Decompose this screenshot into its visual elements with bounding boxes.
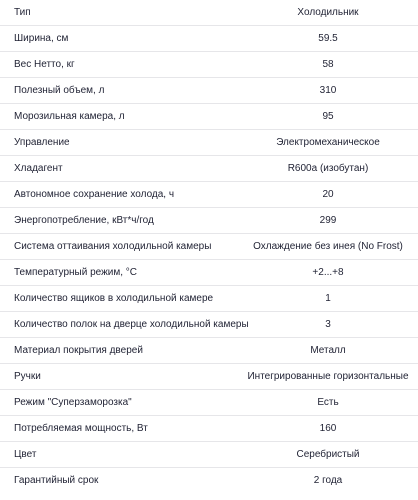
spec-value: 3 xyxy=(325,319,331,330)
spec-value: +2...+8 xyxy=(312,267,344,278)
spec-label: Количество ящиков в холодильной камере xyxy=(14,293,214,304)
spec-label: Потребляемая мощность, Вт xyxy=(14,423,148,434)
spec-label: Автономное сохранение холода, ч xyxy=(14,189,175,200)
spec-row-net-weight xyxy=(0,52,418,78)
spec-row-super-freeze xyxy=(0,390,418,416)
spec-value: Охлаждение без инея (No Frost) xyxy=(253,241,403,252)
spec-row-color xyxy=(0,442,418,468)
spec-label: Температурный режим, °C xyxy=(14,267,138,278)
spec-value: 58 xyxy=(322,59,334,70)
spec-value: Серебристый xyxy=(296,449,360,460)
spec-row-freezer-volume xyxy=(0,104,418,130)
spec-label: Управление xyxy=(14,137,70,148)
spec-value: 160 xyxy=(319,423,337,434)
spec-label: Материал покрытия дверей xyxy=(14,345,143,356)
spec-row-warranty xyxy=(0,468,418,494)
spec-value: 20 xyxy=(322,189,334,200)
spec-row-handles xyxy=(0,364,418,390)
spec-value: 59.5 xyxy=(318,33,338,44)
spec-row-refrigerant xyxy=(0,156,418,182)
spec-label: Цвет xyxy=(14,449,37,460)
spec-value: Холодильник xyxy=(297,7,359,18)
spec-row-door-shelves-count xyxy=(0,312,418,338)
spec-label: Система оттаивания холодильной камеры xyxy=(14,241,212,252)
spec-row-power xyxy=(0,416,418,442)
spec-value: 2 года xyxy=(313,475,343,486)
spec-label: Режим "Суперзаморозка" xyxy=(14,397,132,408)
spec-value: R600a (изобутан) xyxy=(287,163,369,174)
spec-label: Гарантийный срок xyxy=(14,475,99,486)
spec-value: 299 xyxy=(319,215,337,226)
spec-label: Вес Нетто, кг xyxy=(14,59,75,70)
spec-row-width xyxy=(0,26,418,52)
spec-row-door-material xyxy=(0,338,418,364)
spec-row-useful-volume xyxy=(0,78,418,104)
spec-value: 310 xyxy=(319,85,337,96)
spec-row-type xyxy=(0,0,418,26)
spec-value: 95 xyxy=(322,111,334,122)
spec-value: 1 xyxy=(325,293,331,304)
spec-row-energy-consumption xyxy=(0,208,418,234)
spec-label: Тип xyxy=(14,7,31,18)
spec-value: Интегрированные горизонтальные xyxy=(247,371,409,382)
spec-label: Энергопотребление, кВт*ч/год xyxy=(14,215,154,226)
spec-value: Электромеханическое xyxy=(276,137,380,148)
spec-label: Количество полок на дверце холодильной камеры xyxy=(14,319,249,330)
spec-row-temperature-mode xyxy=(0,260,418,286)
spec-row-defrost-system xyxy=(0,234,418,260)
spec-row-autonomous-cold xyxy=(0,182,418,208)
spec-label: Ширина, см xyxy=(14,33,69,44)
spec-row-control xyxy=(0,130,418,156)
spec-row-drawers-count xyxy=(0,286,418,312)
spec-label: Морозильная камера, л xyxy=(14,111,125,122)
spec-label: Хладагент xyxy=(14,163,63,174)
spec-value: Есть xyxy=(317,397,339,408)
spec-value: Металл xyxy=(310,345,346,356)
spec-label: Ручки xyxy=(14,371,41,382)
spec-label: Полезный объем, л xyxy=(14,85,105,96)
